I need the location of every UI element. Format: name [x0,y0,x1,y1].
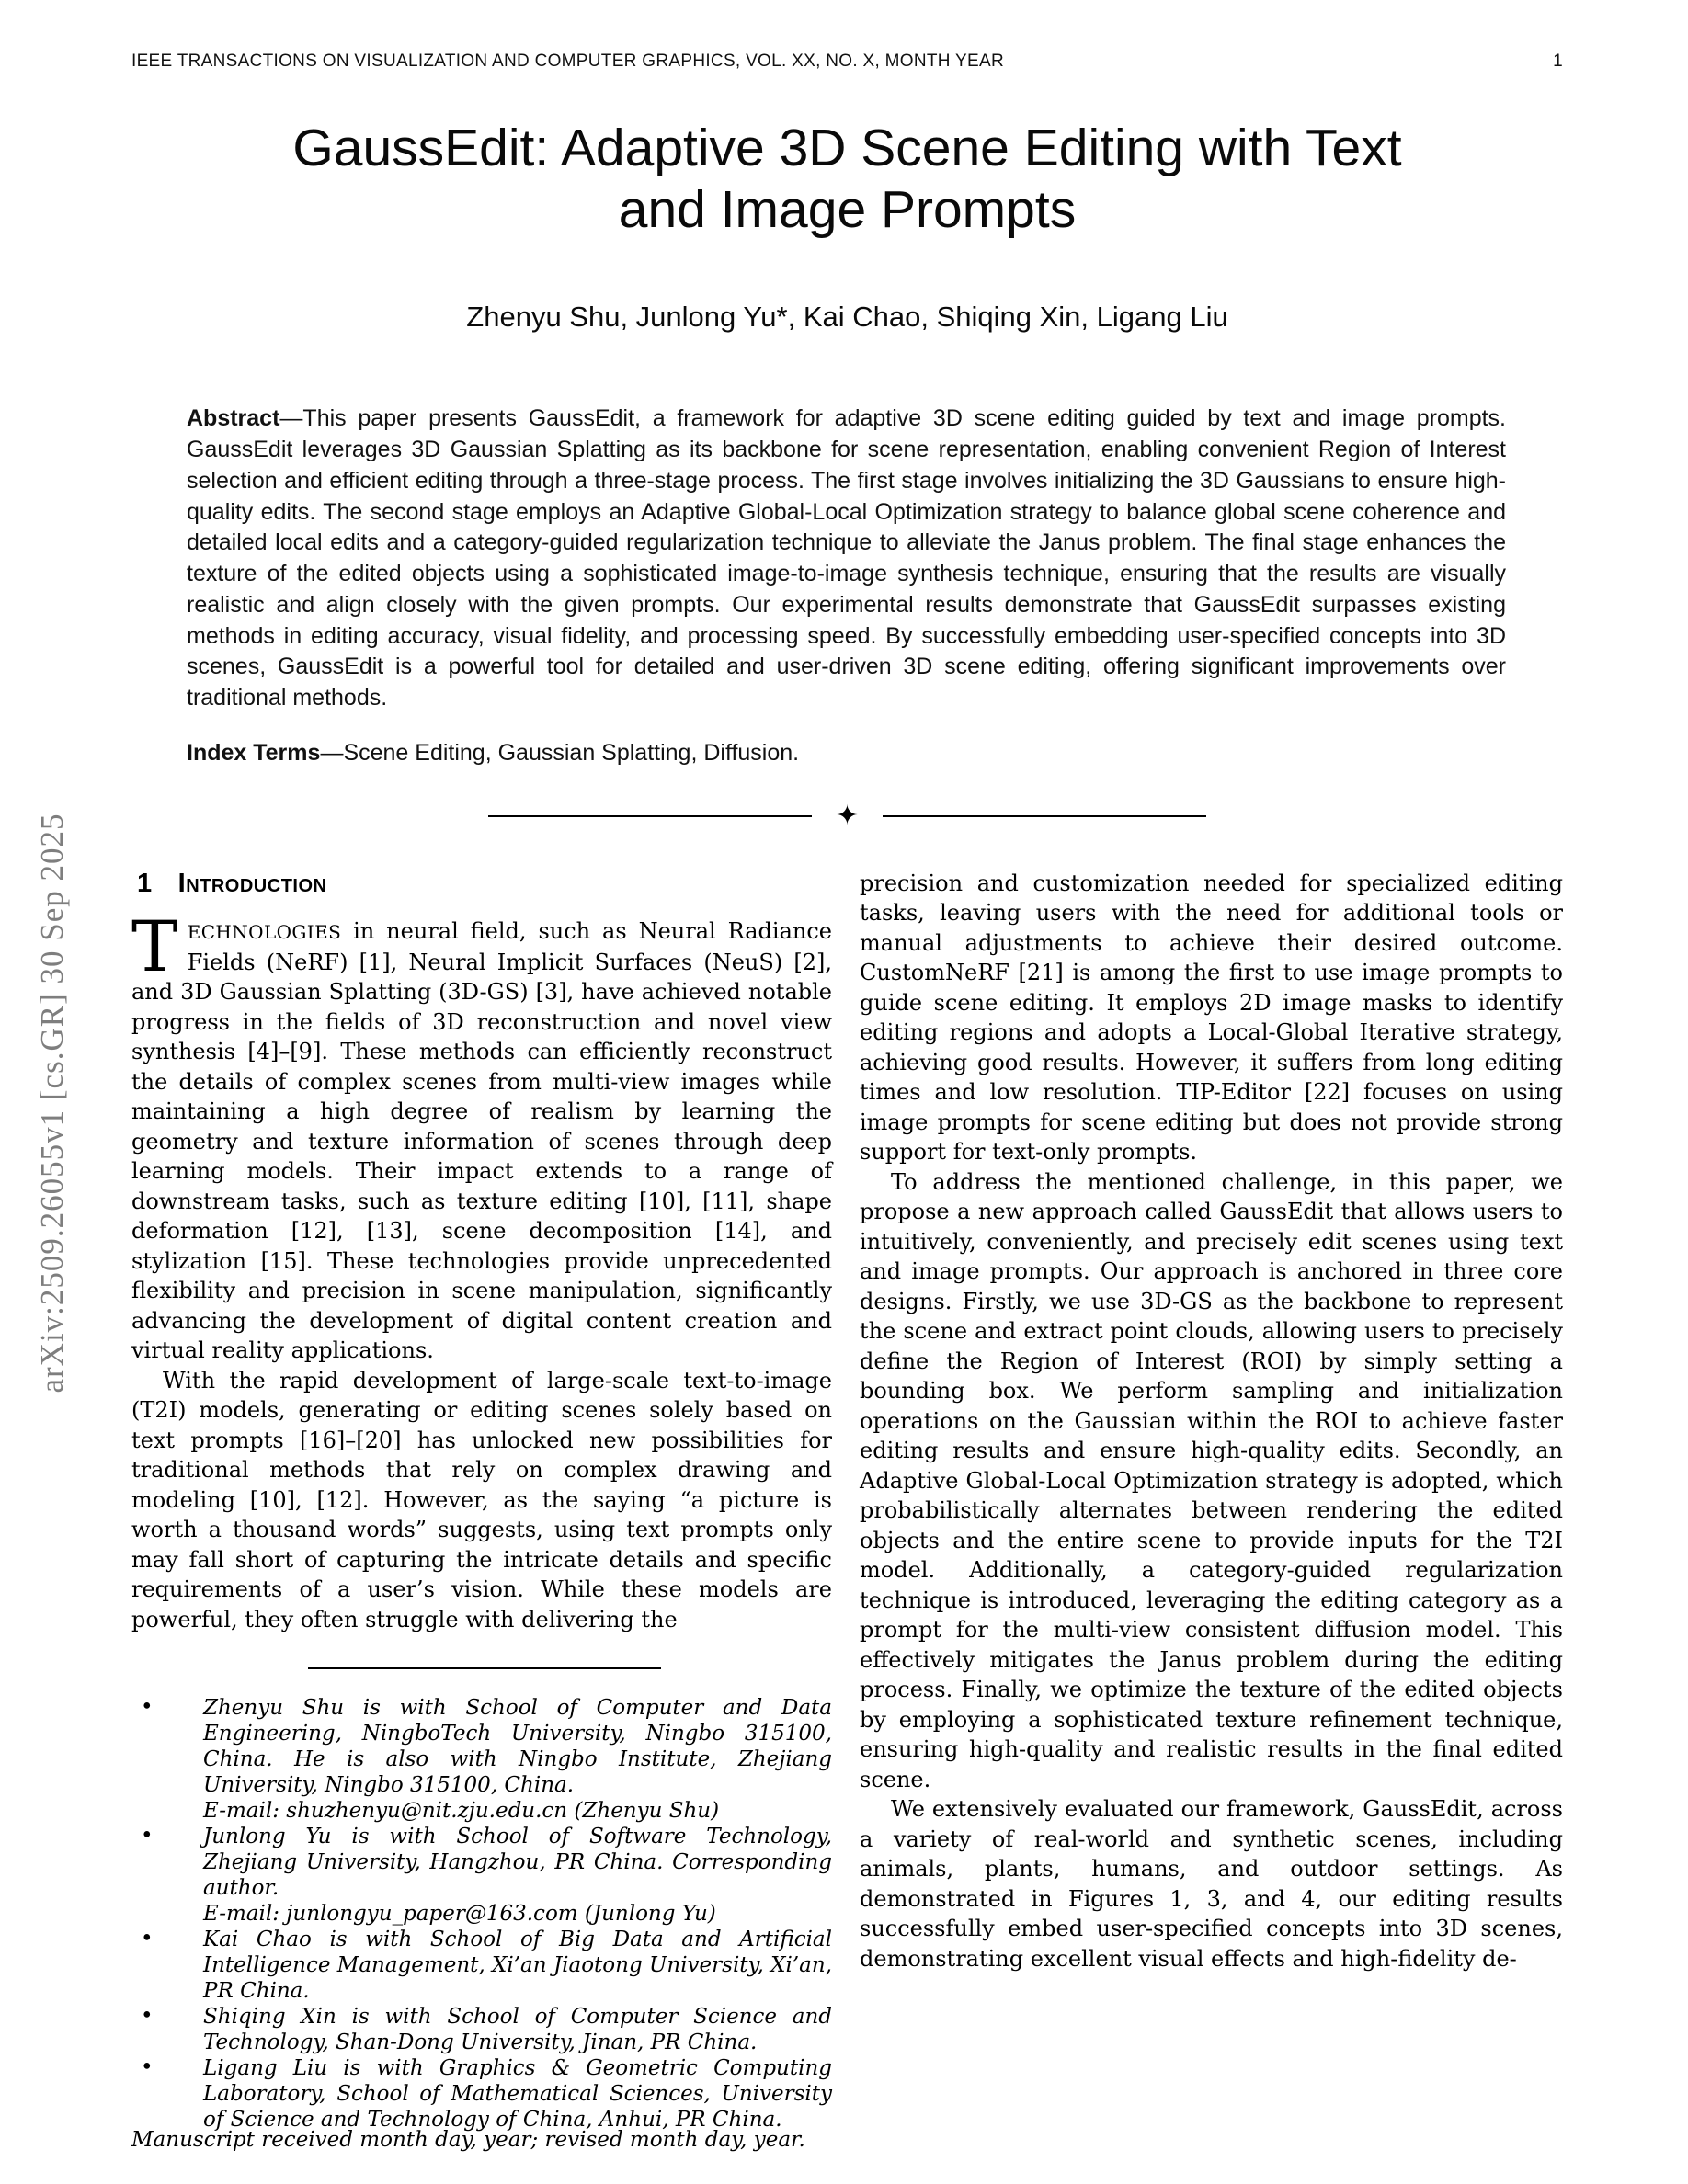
footnote-bullet: • [141,2004,154,2029]
section-number: 1 [137,868,153,898]
footnote-email: E-mail: shuzhenyu@nit.zju.edu.cn (Zhenyu Shu) [203,1799,720,1824]
column-left [131,869,832,2154]
page-number: 1 [1553,51,1563,71]
section-separator [131,802,1563,830]
footnotes-list [131,1695,832,2133]
abstract-label: Abstract [187,405,280,432]
paragraph-right-1: precision and customization needed for specialized editing tasks, leaving users with the need for additional tools or manual adjustments to achieve their desired outcome. CustomNeRF [21] is among the first to use image prompts to guide scene editing. It employs 2D image masks to identify editing regions and adopts a Local-Global Iterative strategy, achieving good results. However, it suffers from long editing times and low resolution. TIP-Editor [22] focuses on using image prompts for scene editing but does not provide strong support for text-only prompts. [860,870,1563,1166]
title-line-1: GaussEdit: Adaptive 3D Scene Editing with Text [292,119,1402,177]
title-line-2: and Image Prompts [618,179,1077,239]
arxiv-watermark: arXiv:2509.26055v1 [cs.GR] 30 Sep 2025 [34,813,70,1393]
footnote-text: Zhenyu Shu is with School of Computer and Data Engineering, NingboTech University, Ningbo 315100, China. He is also with Ningbo Institute, Zhejiang University, Ningbo 315100, China. [203,1696,832,1798]
paragraph-right-2: To address the mentioned challenge, in this paper, we propose a new approach called GaussEdit that allows users to intuitively, conveniently, and precisely edit scenes using text and image prompts. Our approach is anchored in three core designs. Firstly, we use 3D-GS as the backbone to represent the scene and extract point clouds, allowing users to precisely define the Region of Interest (ROI) by simply setting a bounding box. We perform sampling and initialization operations on the Gaussian within the ROI to achieve faster editing results and ensure high-quality edits. Secondly, an Adaptive Global-Local Optimization strategy is adopted, which probabilistically alternates between rendering the edited objects and the entire scene to provide inputs for the T2I model. Additionally, a category-guided regularization technique is introduced, leveraging the editing category as a prompt for the multi-view consistent diffusion model. This effectively mitigates the Janus problem during the editing process. Finally, we optimize the texture of the edited objects by employing a sophisticated texture refinement technique, ensuring high-quality and realistic results in the final edited scene. [860,1168,1563,1792]
abstract-text: —This paper presents GaussEdit, a framework for adaptive 3D scene editing guided by text and image prompts. GaussEdit leverages 3D Gaussian Splatting as its backbone for scene representation, enabling convenient Region of Interest selection and efficient editing through a three-stage process. The first stage involves initializing the 3D Gaussians to ensure high-quality edits. The second stage employs an Adaptive Global-Local Optimization strategy to balance global scene coherence and detailed local edits and a category-guided regularization technique to alleviate the Janus problem. The final stage enhances the texture of the edited objects using a sophisticated image-to-image synthesis technique, ensuring that the results are visually realistic and align closely with the given prompts. Our experimental results demonstrate that GaussEdit surpasses existing methods in editing accuracy, visual fidelity, and processing speed. By successfully embedding user-specified concepts into 3D scenes, GaussEdit is a powerful tool for detailed and user-driven 3D scene editing, offering significant improvements over traditional methods. [187,405,1506,711]
page-content [131,0,1563,2153]
section-title: Introduction [177,868,327,898]
paragraph-left-2: With the rapid development of large-scale text-to-image (T2I) models, generating or editing scenes solely based on text prompts [16]–[20] has unlocked new possibilities for traditional methods that rely on complex drawing and modeling [10], [12]. However, as the saying “a picture is worth a thousand words” suggests, using text prompts only may fall short of capturing the intricate details and specific requirements of a user’s vision. While these models are powerful, they often struggle with delivering the [131,1367,832,1632]
smallcaps-lead: ECHNOLOGIES [187,921,342,944]
footnote-bullet: • [141,1695,154,1720]
body-columns [131,869,1563,2154]
index-terms-label: Index Terms [187,739,321,766]
footnote-bullet: • [141,2055,154,2080]
drop-cap: T [131,905,178,988]
paper-title [131,118,1563,240]
footnote-divider [308,1667,661,1669]
index-terms-text: —Scene Editing, Gaussian Splatting, Diffusion. [320,739,800,766]
running-header [131,51,1563,72]
footnote-item [131,2004,832,2055]
footnote-bullet: • [141,1824,154,1848]
footnote-item [131,1695,832,1824]
section-heading [137,869,832,899]
column-right [860,869,1563,2154]
footnote-email: E-mail: junlongyu_paper@163.com (Junlong Yu) [203,1902,716,1927]
separator-rule-right [883,815,1206,817]
footnote-item [131,1824,832,1927]
footnote-item [131,2055,832,2133]
diamond-icon: ✦ [835,800,860,831]
manuscript-note: Manuscript received month day, year; revised month day, year. [131,2128,805,2153]
journal-line: IEEE TRANSACTIONS ON VISUALIZATION AND COMPUTER GRAPHICS, VOL. XX, NO. X, MONTH YEAR [131,51,1004,71]
footnote-item [131,1927,832,2004]
footnote-text: Ligang Liu is with Graphics & Geometric Computing Laboratory, School of Mathematical Sciences, University of Science and Technology of China, Anhui, PR China. [203,2056,832,2133]
footnote-text: Kai Chao is with School of Big Data and Artificial Intelligence Management, Xi’an Jiaotong University, Xi’an, PR China. [203,1928,832,2004]
intro-paragraph [131,905,832,1366]
footnote-text: Shiqing Xin is with School of Computer Science and Technology, Shan-Dong University, Jinan, PR China. [203,2005,832,2055]
separator-rule-left [488,815,812,817]
footnote-bullet: • [141,1927,154,1951]
authors-line: Zhenyu Shu, Junlong Yu*, Kai Chao, Shiqing Xin, Ligang Liu [466,301,1228,334]
index-terms-section [187,738,1506,769]
paragraph-right-3: We extensively evaluated our framework, GaussEdit, across a variety of real-world and synthetic scenes, including animals, plants, humans, and outdoor settings. As demonstrated in Figures 1, 3, and 4, our editing results successfully embed user-specified concepts into 3D scenes, demonstrating excellent visual effects and high-fidelity de- [860,1796,1563,1972]
abstract-section [187,404,1506,714]
footnote-text: Junlong Yu is with School of Software Technology, Zhejiang University, Hangzhou, PR China. Corresponding author. [203,1825,832,1901]
intro-paragraph-text: in neural field, such as Neural Radiance Fields (NeRF) [1], Neural Implicit Surfaces (NeuS) [2], and 3D Gaussian Splatting (3D-GS) [3], have achieved notable progress in the fields of 3D reconstruction and novel view synthesis [4]–[9]. These methods can efficiently reconstruct the details of complex scenes from multi-view images while maintaining a high degree of realism by learning the geometry and texture information of scenes through deep learning models. Their impact extends to a range of downstream tasks, such as texture editing [10], [11], shape deformation [12], [13], scene decomposition [14], and stylization [15]. These technologies provide unprecedented flexibility and precision in scene manipulation, significantly advancing the development of digital content creation and virtual reality applications. [131,918,832,1364]
